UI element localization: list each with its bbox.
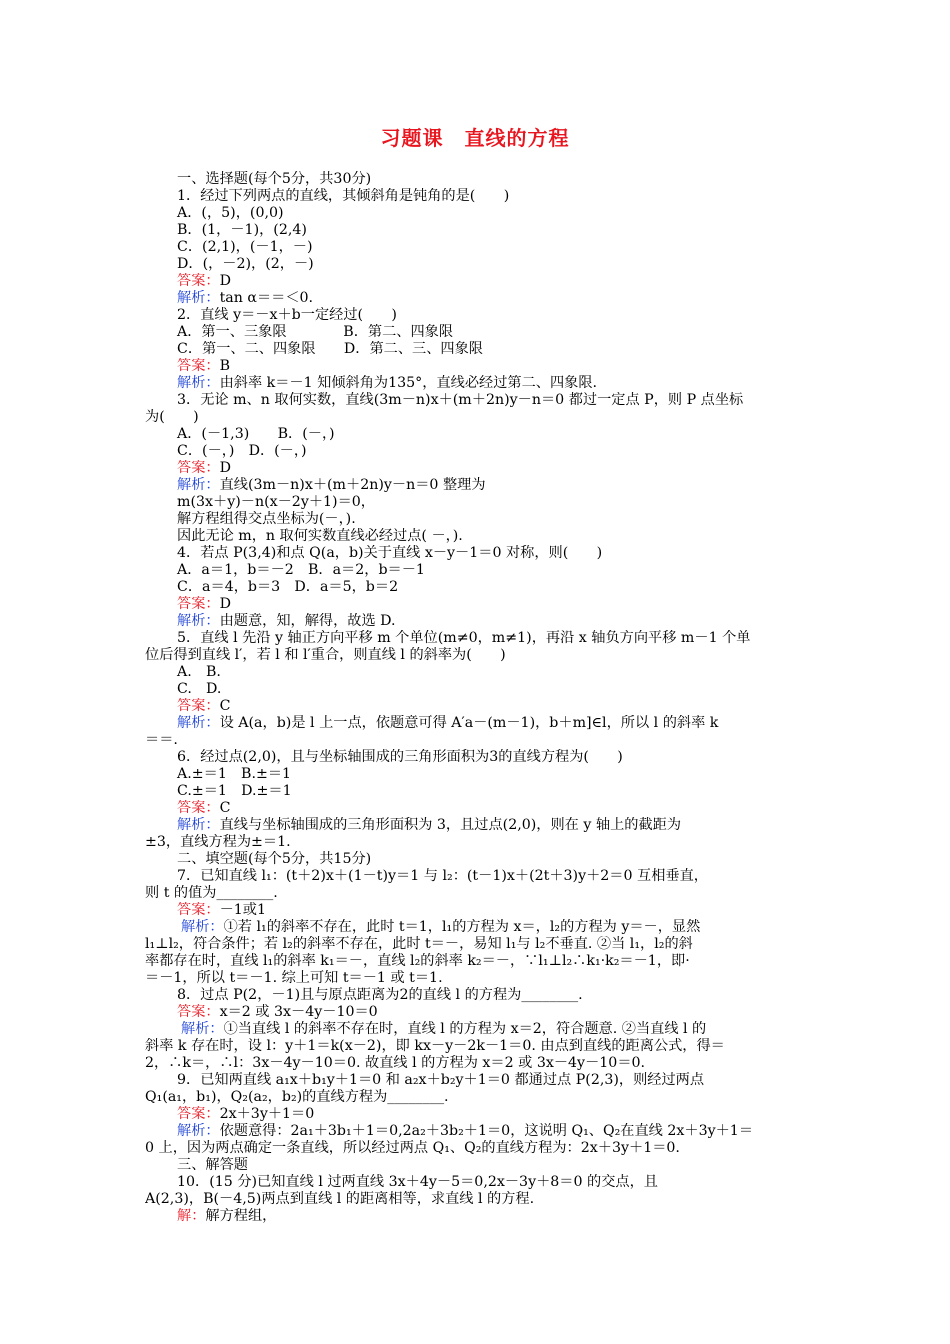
line-text: 一、选择题(每个5分，共30分) (177, 171, 372, 187)
line-text: A. B. (177, 664, 221, 680)
text-line (145, 970, 810, 987)
analysis-label: 解析： (177, 613, 220, 629)
line-text: 0 上，因为两点确定一条直线，所以经过两点 Q₁、Q₂的直线方程为：2x＋3y＋1＝0. (145, 1140, 680, 1156)
text-line (145, 596, 810, 613)
text-line (145, 562, 810, 579)
text-line (145, 698, 810, 715)
line-text: 二、填空题(每个5分，共15分) (177, 851, 372, 867)
text-line (145, 460, 810, 477)
text-line (145, 987, 810, 1004)
line-text: 解方程组得交点坐标为(－，). (177, 511, 356, 527)
line-text: C. D. (177, 681, 222, 697)
text-line (145, 579, 810, 596)
line-text: D (219, 273, 231, 289)
line-text: A．(，5)，(0,0) (177, 205, 284, 221)
answer-label: 答案： (177, 902, 220, 918)
text-line (145, 681, 810, 698)
line-text: 因此无论 m，n 取何实数直线必经过点( －，). (177, 528, 463, 544)
text-line (145, 732, 810, 749)
analysis-label: 解析： (181, 919, 224, 935)
line-text: 由题意，知，解得，故选 D. (219, 613, 396, 629)
answer-label: 答案： (177, 273, 220, 289)
line-text: Q₁(a₁，b₁)，Q₂(a₂，b₂)的直线方程为________. (145, 1089, 449, 1105)
line-text: C．第一、二、四象限 D．第二、三、四象限 (177, 341, 483, 357)
text-line (145, 171, 810, 188)
text-line (145, 358, 810, 375)
text-line (145, 1021, 810, 1038)
line-text: －1或1 (219, 902, 267, 918)
line-text: x＝2 或 3x－4y－10＝0 (219, 1004, 378, 1020)
line-text: 位后得到直线 l′，若 l 和 l′重合，则直线 l 的斜率为( ) (145, 647, 506, 663)
text-line (145, 324, 810, 341)
text-line (145, 1123, 810, 1140)
text-line (145, 290, 810, 307)
text-line (145, 885, 810, 902)
line-text: C (219, 800, 231, 816)
line-text: C．(2,1)，(－1，－) (177, 239, 313, 255)
analysis-label: 解析： (177, 477, 220, 493)
answer-label: 答案： (177, 596, 220, 612)
line-text: ①当直线 l 的斜率不存在时，直线 l 的方程为 x＝2，符合题意. ②当直线 l 的 (223, 1021, 707, 1037)
text-line (145, 426, 810, 443)
line-text: B．(1，－1)，(2,4) (177, 222, 307, 238)
line-text: 直线与坐标轴围成的三角形面积为 3，且过点(2,0)，则在 y 轴上的截距为 (219, 817, 682, 833)
answer-label: 答案： (177, 460, 220, 476)
text-line (145, 273, 810, 290)
answer-label: 答案： (177, 358, 220, 374)
line-text: 由斜率 k＝－1 知倾斜角为135°，直线必经过第二、四象限. (219, 375, 598, 391)
text-line (145, 1140, 810, 1157)
text-line (145, 1055, 810, 1072)
analysis-label: 解析： (177, 715, 220, 731)
line-text: 2．直线 y＝－x＋b一定经过( ) (177, 307, 397, 323)
text-line (145, 749, 810, 766)
answer-label: 答案： (177, 698, 220, 714)
line-text: 9．已知两直线 a₁x＋b₁y＋1＝0 和 a₂x＋b₂y＋1＝0 都通过点 P(2,3)，则经过两点 (177, 1072, 705, 1088)
line-text: 4．若点 P(3,4)和点 Q(a，b)关于直线 x－y－1＝0 对称，则( ) (177, 545, 603, 561)
text-line (145, 528, 810, 545)
document-body (145, 171, 810, 1225)
line-text: 2，∴k＝，∴l：3x－4y－10＝0. 故直线 l 的方程为 x＝2 或 3x－4y－10＝0. (145, 1055, 646, 1071)
answer-label: 解： (177, 1208, 206, 1224)
analysis-label: 解析： (177, 1123, 220, 1139)
text-line (145, 222, 810, 239)
analysis-label: 解析： (177, 817, 220, 833)
line-text: A(2,3)，B(－4,5)两点到直线 l 的距离相等，求直线 l 的方程. (145, 1191, 535, 1207)
text-line (145, 851, 810, 868)
text-line (145, 766, 810, 783)
line-text: l₁⊥l₂，符合条件；若 l₂的斜率不存在，此时 t＝－，易知 l₁与 l₂不垂直. ②当 l₁，l₂的斜 (145, 936, 693, 952)
text-line (145, 868, 810, 885)
text-line (145, 494, 810, 511)
text-line (145, 443, 810, 460)
line-text: 7．已知直线 l₁：(t＋2)x＋(1－t)y＝1 与 l₂：(t－1)x＋(2t＋3)y＋2＝0 互相垂直， (177, 868, 708, 884)
text-line (145, 919, 810, 936)
line-text: C．a＝4，b＝3 D．a＝5，b＝2 (177, 579, 399, 595)
line-text: 依题意得：2a₁＋3b₁＋1＝0,2a₂＋3b₂＋1＝0，这说明 Q₁、Q₂在直线 2x＋3y＋1＝ (219, 1123, 754, 1139)
line-text: 8．过点 P(2，－1)且与原点距离为2的直线 l 的方程为________. (177, 987, 583, 1003)
text-line (145, 800, 810, 817)
text-line (145, 1106, 810, 1123)
line-text: D．(，－2)，(2，－) (177, 256, 314, 272)
line-text: 2x＋3y＋1＝0 (219, 1106, 315, 1122)
line-text: 则 t 的值为________. (145, 885, 278, 901)
line-text: 解方程组， (205, 1208, 277, 1224)
line-text: ＝－1，所以 t＝－1. 综上可知 t＝－1 或 t＝1. (145, 970, 443, 986)
answer-label: 答案： (177, 1106, 220, 1122)
line-text: A．第一、三象限 B．第二、四象限 (177, 324, 454, 340)
line-text: tan α＝＝＜0. (219, 290, 314, 306)
text-line (145, 341, 810, 358)
line-text: 直线(3m－n)x＋(m＋2n)y－n＝0 整理为 (219, 477, 486, 493)
line-text: 设 A(a，b)是 l 上一点，依题意可得 A′a－(m－1)，b＋m]∈l，所以 l 的斜率 k (219, 715, 719, 731)
line-text: B (219, 358, 231, 374)
text-line (145, 647, 810, 664)
text-line (145, 834, 810, 851)
text-line (145, 409, 810, 426)
answer-label: 答案： (177, 1004, 220, 1020)
line-text: D (219, 460, 231, 476)
line-text: 10．(15 分)已知直线 l 过两直线 3x＋4y－5＝0,2x－3y＋8＝0 的交点，且 (177, 1174, 658, 1190)
page-title: 习题课 直线的方程 (380, 126, 570, 150)
line-text: C．(－，) D．(－，) (177, 443, 307, 459)
line-text: 斜率 k 存在时，设 l：y＋1＝k(x－2)，即 kx－y－2k－1＝0. 由点到直线的距离公式，得＝ (145, 1038, 725, 1054)
line-text: 3．无论 m、n 取何实数，直线(3m－n)x＋(m＋2n)y－n＝0 都过一定点 P，则 P 点坐标 (177, 392, 744, 408)
text-line (145, 205, 810, 222)
line-text: 5．直线 l 先沿 y 轴正方向平移 m 个单位(m≠0，m≠1)，再沿 x 轴负方向平移 m－1 个单 (177, 630, 751, 646)
line-text: A．(－1,3) B．(－，) (177, 426, 335, 442)
text-line (145, 936, 810, 953)
text-line (145, 511, 810, 528)
text-line (145, 1038, 810, 1055)
text-line (145, 188, 810, 205)
line-text: ±3，直线方程为±＝1. (145, 834, 291, 850)
text-line (145, 1174, 810, 1191)
text-line (145, 715, 810, 732)
text-line (145, 817, 810, 834)
answer-label: 答案： (177, 800, 220, 816)
line-text: 三、解答题 (177, 1157, 248, 1173)
line-text: 为( ) (145, 409, 199, 425)
text-line (145, 1191, 810, 1208)
line-text: D (219, 596, 231, 612)
line-text: A．a＝1，b＝－2 B．a＝2，b＝－1 (177, 562, 425, 578)
line-text: C.±＝1 D.±＝1 (177, 783, 292, 799)
text-line (145, 1089, 810, 1106)
text-line (145, 664, 810, 681)
text-line (145, 613, 810, 630)
text-line (145, 307, 810, 324)
analysis-label: 解析： (181, 1021, 224, 1037)
text-line (145, 902, 810, 919)
text-line (145, 953, 810, 970)
analysis-label: 解析： (177, 375, 220, 391)
text-line (145, 1004, 810, 1021)
line-text: 1．经过下列两点的直线，其倾斜角是钝角的是( ) (177, 188, 510, 204)
line-text: ①若 l₁的斜率不存在，此时 t＝1，l₁的方程为 x＝，l₂的方程为 y＝－，显然 (223, 919, 701, 935)
text-line (145, 630, 810, 647)
text-line (145, 783, 810, 800)
text-line (145, 239, 810, 256)
text-line (145, 477, 810, 494)
line-text: m(3x＋y)－n(x－2y＋1)＝0， (177, 494, 375, 510)
line-text: C (219, 698, 231, 714)
text-line (145, 392, 810, 409)
text-line (145, 1208, 810, 1225)
text-line (145, 256, 810, 273)
text-line (145, 1157, 810, 1174)
line-text: ＝＝. (145, 732, 178, 748)
line-text: 6．经过点(2,0)，且与坐标轴围成的三角形面积为3的直线方程为( ) (177, 749, 623, 765)
line-text: 率都存在时，直线 l₁的斜率 k₁＝－，直线 l₂的斜率 k₂＝－，∵l₁⊥l₂∴k₁·k₂＝－1，即· (145, 953, 690, 969)
analysis-label: 解析： (177, 290, 220, 306)
line-text: A.±＝1 B.±＝1 (177, 766, 292, 782)
text-line (145, 375, 810, 392)
text-line (145, 545, 810, 562)
text-line (145, 1072, 810, 1089)
